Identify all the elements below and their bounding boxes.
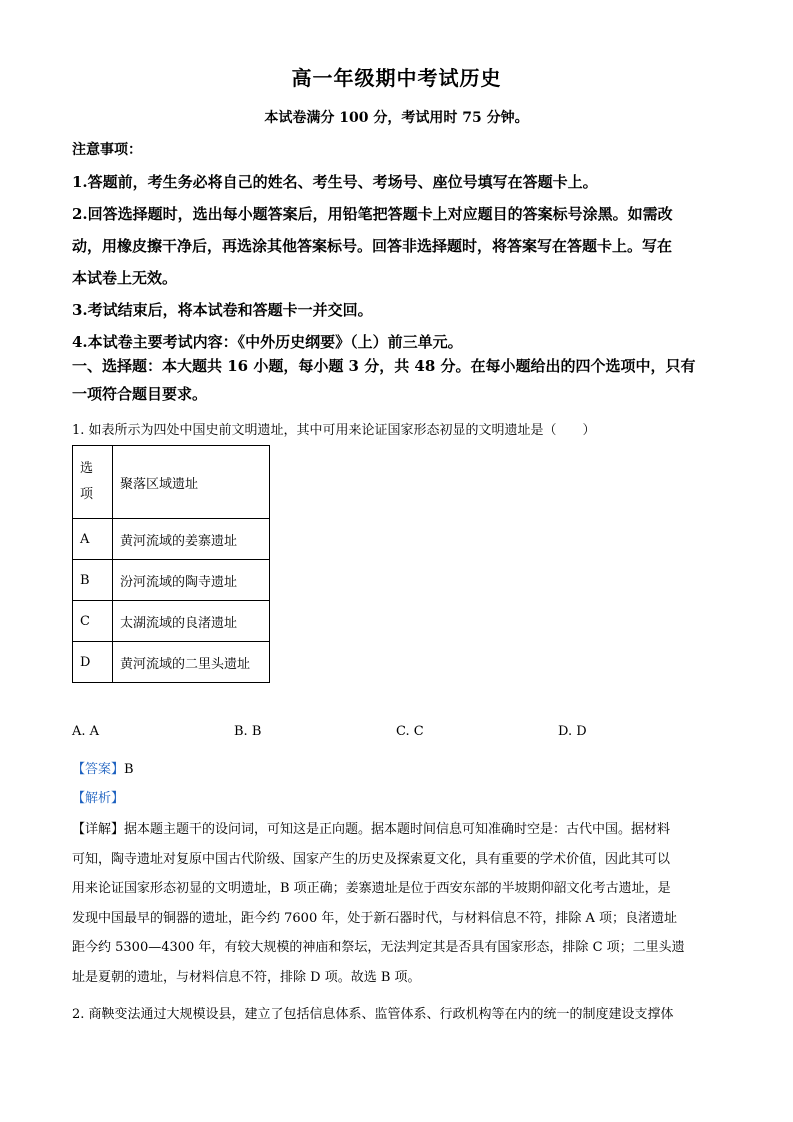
- sites-table: [72, 445, 270, 683]
- analysis-tag: 【解析】: [72, 791, 125, 806]
- analysis-detail: [72, 815, 722, 992]
- detail-line: 【详解】据本题主题干的设问词，可知这是正向题。据本题时间信息可知准确时空是：古代中国。据材料: [72, 822, 671, 837]
- exam-info: 本试卷满分 100 分，考试用时 75 分钟。: [264, 110, 529, 126]
- question-2-stem: 2. 商鞅变法通过大规模设县，建立了包括信息体系、监管体系、行政机构等在内的统一的制度建设支撑体: [72, 1007, 674, 1022]
- question-1-stem: 1. 如表所示为四处中国史前文明遗址，其中可用来论证国家形态初显的文明遗址是（ ）: [72, 423, 596, 438]
- detail-line: 可知，陶寺遗址对复原中国古代阶级、国家产生的历史及探索夏文化，具有重要的学术价值，因此其可以: [72, 851, 671, 867]
- table-cell-option: B: [73, 560, 113, 601]
- table-row: [73, 560, 270, 601]
- choice-a: A. A: [72, 724, 100, 739]
- table-cell-option: C: [73, 601, 113, 642]
- table-row: [73, 601, 270, 642]
- table-cell-site: 太湖流域的良渚遗址: [113, 601, 270, 642]
- detail-line: 发现中国最早的铜器的遗址，距今约 7600 年，处于新石器时代，与材料信息不符，排除 A 项；良渚遗址: [72, 910, 678, 926]
- section-heading-line: 一、选择题：本大题共 16 小题，每小题 3 分，共 48 分。在每小题给出的四个选项中，只有: [72, 357, 696, 375]
- detail-line: 用来论证国家形态初显的文明遗址，B 项正确；姜寨遗址是位于西安东部的半坡期仰韶文化考古遗址，是: [72, 881, 671, 896]
- detail-line: 址是夏朝的遗址，与材料信息不符，排除 D 项。故选 B 项。: [72, 969, 421, 985]
- answer-tag: 【答案】: [72, 762, 125, 777]
- table-row: [73, 642, 270, 683]
- note-line: 本试卷上无效。: [72, 269, 178, 287]
- note-line: 3.考试结束后，将本试卷和答题卡一并交回。: [72, 301, 373, 319]
- table-cell-option: D: [73, 642, 113, 683]
- header-char: 选: [80, 461, 94, 476]
- table-header-row: [73, 446, 270, 519]
- table-header-option: [73, 446, 113, 519]
- section-heading: [72, 352, 722, 408]
- answer-value: B: [124, 762, 134, 777]
- detail-line: 距今约 5300—4300 年，有较大规模的神庙和祭坛，无法判定其是否具有国家形态，排除 C 项；二里头遗: [72, 940, 685, 955]
- note-line: 1.答题前，考生务必将自己的姓名、考生号、考场号、座位号填写在答题卡上。: [72, 173, 598, 191]
- page-title: 高一年级期中考试历史: [291, 66, 502, 90]
- choice-c: C. C: [396, 724, 424, 739]
- header-char: 项: [80, 487, 94, 502]
- note-line: 2.回答选择题时，选出每小题答案后，用铅笔把答题卡上对应题目的答案标号涂黑。如需改: [72, 205, 673, 223]
- table-cell-site: 黄河流域的姜寨遗址: [113, 519, 270, 560]
- section-heading-line: 一项符合题目要求。: [72, 385, 208, 403]
- choice-d: D. D: [558, 724, 587, 739]
- table-cell-site: 汾河流域的陶寺遗址: [113, 560, 270, 601]
- note-line: 动，用橡皮擦干净后，再选涂其他答案标号。回答非选择题时，将答案写在答题卡上。写在: [72, 237, 673, 255]
- notes-heading: 注意事项：: [72, 142, 142, 158]
- table-row: [73, 519, 270, 560]
- notes-block: [72, 134, 722, 358]
- table-header-site: 聚落区域遗址: [113, 446, 270, 519]
- table-cell-option: A: [73, 519, 113, 560]
- answer-line: [72, 758, 134, 777]
- choice-b: B. B: [234, 724, 262, 739]
- table-cell-site: 黄河流域的二里头遗址: [113, 642, 270, 683]
- note-line: 4.本试卷主要考试内容：《中外历史纲要》（上）前三单元。: [72, 333, 463, 351]
